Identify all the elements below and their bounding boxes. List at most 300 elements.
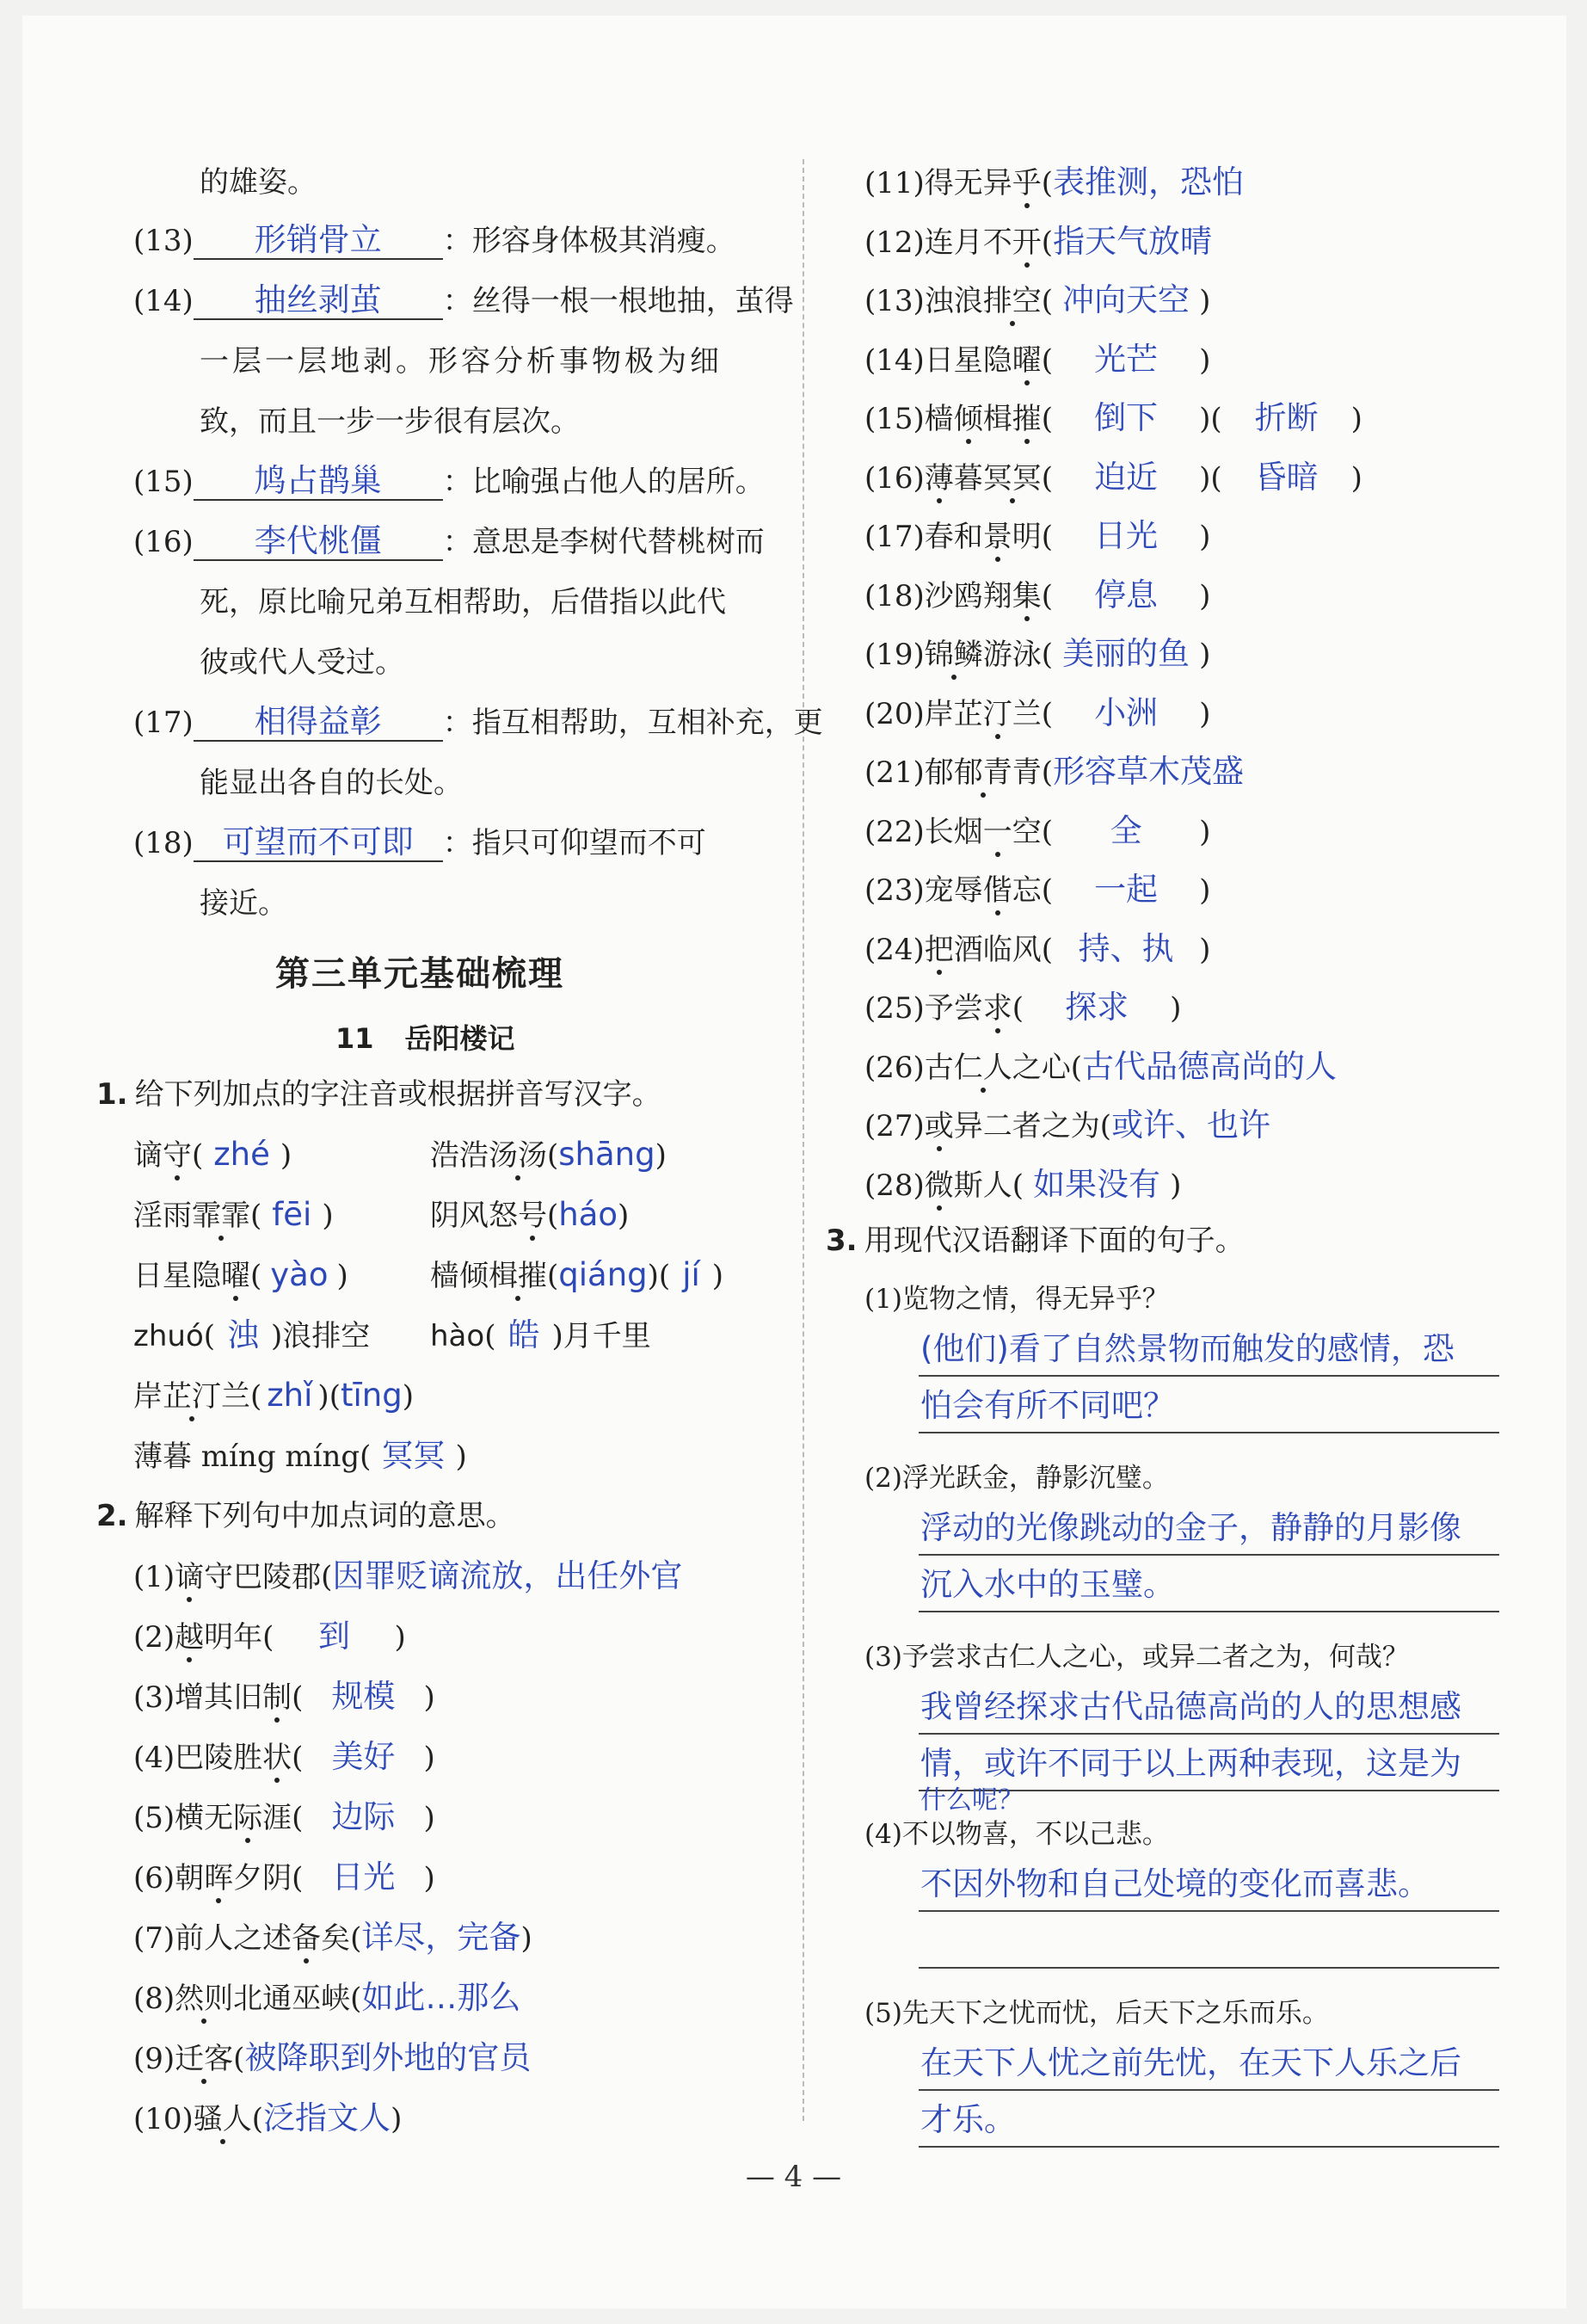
paren: ) <box>317 1379 329 1414</box>
word-text: 浪排空 <box>282 1319 371 1353</box>
paren: ( <box>262 1620 274 1655</box>
item-number: (14) <box>864 342 925 378</box>
hanzi-item <box>133 1437 467 1476</box>
question-3 <box>826 1222 1245 1260</box>
translation-answer: 什么呢？ <box>920 1785 1024 1815</box>
item-number: (4) <box>133 1741 175 1775</box>
definition-cont: 彼或代人受过。 <box>200 645 404 680</box>
question-text: 解释下列句中加点词的意思。 <box>134 1499 515 1533</box>
dotted-char: 求 <box>982 991 1012 1026</box>
lesson-title <box>335 1017 515 1057</box>
translation-prompt: (1)览物之情，得无异乎？ <box>864 1284 1169 1315</box>
word-text: 岸 <box>133 1379 163 1414</box>
paren: ( <box>1210 402 1222 436</box>
idiom-item-15 <box>133 463 765 501</box>
paren: ( <box>292 1801 304 1835</box>
answer: háo <box>558 1196 618 1233</box>
answer: 迫近 <box>1094 458 1159 496</box>
unit-title: 第三单元基础梳理 <box>275 954 564 994</box>
dotted-char: 汀 <box>982 696 1012 731</box>
answer-line <box>919 1967 1499 1969</box>
answer: 昏暗 <box>1254 458 1319 496</box>
idiom-item-18 <box>133 824 706 862</box>
word-text: 浩浩 <box>430 1138 489 1173</box>
explain-item <box>864 517 1210 556</box>
answer-blank: 可望而不可即 <box>194 824 443 862</box>
paren: ( <box>203 1319 216 1353</box>
answer: 冲向天空 <box>1062 281 1190 318</box>
answer: zhǐ <box>267 1377 313 1414</box>
paren: ( <box>1041 520 1054 554</box>
item-number: (13) <box>133 224 194 258</box>
explain-item <box>864 223 1212 262</box>
paren: ( <box>1041 755 1054 790</box>
answer: 皓 <box>507 1316 540 1353</box>
answer-line <box>919 1611 1499 1612</box>
answer: 因罪贬谪流放，出任外官 <box>332 1557 683 1594</box>
answer: 边际 <box>331 1798 396 1835</box>
paren: ( <box>1070 1050 1083 1085</box>
question-text: 给下列加点的字注音或根据拼音写汉字。 <box>134 1077 661 1112</box>
paren: ) <box>1170 1168 1182 1203</box>
answer-blank: 李代桃僵 <box>194 523 443 561</box>
answer: shāng <box>558 1136 655 1173</box>
pinyin-text: hào <box>430 1319 485 1353</box>
dotted-char: 汤汤 <box>489 1138 547 1173</box>
explain-item <box>133 2039 531 2078</box>
answer-blank: 鸠占鹊巢 <box>194 463 443 501</box>
dotted-char: 仁人 <box>953 1050 1012 1085</box>
continued-line: 的雄姿。 <box>200 165 317 200</box>
paren: ) <box>423 1861 435 1896</box>
answer: 小洲 <box>1094 694 1159 731</box>
definition-cont: 能显出各自的长处。 <box>200 766 463 800</box>
definition: ：指互相帮助，互相补充，更 <box>442 706 823 740</box>
word-text: 异二者之为 <box>953 1109 1100 1144</box>
dotted-char: 偕 <box>982 873 1012 908</box>
answer: 停息 <box>1094 576 1159 613</box>
definition: ：丝得一根一根地抽，茧得 <box>442 284 794 318</box>
paren: ) <box>1199 342 1211 378</box>
dotted-char: 开 <box>1012 225 1042 260</box>
word-text: 斯人 <box>953 1168 1012 1203</box>
translation-answer: 浮动的光像跳动的金子，静静的月影像 <box>920 1509 1461 1546</box>
dotted-char: 号 <box>518 1199 547 1233</box>
answer: 冥冥 <box>381 1437 446 1474</box>
item-number: (10) <box>133 2102 194 2136</box>
answer: 指天气放晴 <box>1053 222 1213 260</box>
dotted-char: 状 <box>262 1741 292 1775</box>
item-number: (9) <box>133 2042 175 2076</box>
answer: qiáng <box>558 1256 648 1293</box>
word-text: 浊浪 <box>924 284 983 318</box>
word-text: 横无 <box>175 1801 234 1835</box>
explain-item <box>864 635 1210 674</box>
paren: ( <box>233 2042 245 2076</box>
translation-answer: (他们)看了自然景物而触发的感情，恐 <box>920 1330 1455 1367</box>
answer: 美丽的鱼 <box>1062 635 1190 672</box>
word-text: 长烟 <box>924 814 983 849</box>
paren: ( <box>1041 460 1054 496</box>
definition: ：意思是李树代替桃树而 <box>442 525 765 559</box>
answer-line <box>919 1432 1499 1433</box>
paren: ( <box>1041 342 1054 378</box>
word-text: 岸芷 <box>924 696 983 731</box>
translation-prompt: (2)浮光跃金，静影沉璧。 <box>864 1463 1169 1494</box>
paren: ) <box>1199 520 1211 554</box>
item-number: (20) <box>864 696 925 731</box>
paren: ) <box>423 1680 435 1715</box>
dotted-char: 制 <box>262 1680 292 1715</box>
definition: ：形容身体极其消瘦。 <box>442 224 735 258</box>
word-text: 兰 <box>221 1379 250 1414</box>
paren: ( <box>292 1741 304 1775</box>
answer: 古代品德高尚的人 <box>1082 1047 1338 1085</box>
paren: ) <box>655 1138 667 1173</box>
word-text: 薄暮 míng míng <box>133 1439 360 1474</box>
item-number: (8) <box>133 1982 175 2016</box>
hanzi-item <box>133 1316 370 1355</box>
dotted-char: 排空 <box>982 284 1042 318</box>
dotted-char: 楫摧 <box>489 1259 547 1293</box>
paren: ( <box>1041 402 1054 436</box>
word-text: 淫雨 <box>133 1199 192 1233</box>
definition-cont: 接近。 <box>200 886 287 921</box>
word-text: 之心 <box>1012 1050 1071 1085</box>
paren: ) <box>551 1319 563 1353</box>
answer: 到 <box>317 1618 350 1655</box>
item-number: (27) <box>864 1109 925 1144</box>
dotted-char: 守 <box>163 1138 192 1173</box>
paren: ( <box>1041 638 1054 672</box>
answer: 持、执 <box>1078 929 1174 967</box>
page-number: — 4 — <box>745 2160 842 2194</box>
answer: 如此…那么 <box>361 1979 521 2016</box>
word-text: 明 <box>1012 520 1042 554</box>
dotted-char: 倾 <box>953 402 983 436</box>
item-number: (12) <box>864 225 925 260</box>
paren: ) <box>647 1259 659 1293</box>
paren: ) <box>394 1620 406 1655</box>
explain-item <box>864 1166 1181 1205</box>
column-divider <box>803 159 804 2121</box>
paren: ( <box>484 1319 496 1353</box>
explain-item <box>864 576 1210 615</box>
paren: ) <box>391 2102 403 2136</box>
translation-answer: 怕会有所不同吧？ <box>920 1387 1175 1424</box>
word-text: 矣 <box>321 1921 351 1956</box>
explain-item <box>864 812 1210 851</box>
translation-prompt: (5)先天下之忧而忧，后天下之乐而乐。 <box>864 1998 1329 2029</box>
answer-line <box>919 2089 1499 2091</box>
dotted-char: 郁郁青青 <box>924 755 1042 790</box>
answer: 一起 <box>1094 871 1159 908</box>
dotted-char: 备 <box>292 1921 322 1956</box>
word-text: 樯倾 <box>430 1259 489 1293</box>
word-text: 空 <box>1012 814 1042 849</box>
lesson-number: 11 <box>335 1022 374 1055</box>
hanzi-item <box>430 1316 651 1355</box>
item-number: (15) <box>864 402 925 436</box>
idiom-item-14 <box>133 282 794 320</box>
dotted-char: 芷汀 <box>163 1379 221 1414</box>
answer: 探求 <box>1065 989 1129 1026</box>
paren: ( <box>1012 1168 1024 1203</box>
translation-answer: 才乐。 <box>920 2101 1016 2138</box>
dotted-char: 锦鳞 <box>924 638 983 672</box>
explain-item <box>133 1859 435 1897</box>
word-text: 北通巫峡 <box>233 1982 351 2016</box>
paren: ( <box>292 1680 304 1715</box>
paren: ) <box>271 1319 283 1353</box>
answer: 如果没有 <box>1033 1165 1161 1203</box>
paren: ) <box>1199 284 1211 318</box>
explain-item <box>133 1618 406 1656</box>
explain-item <box>133 1798 435 1837</box>
dotted-char: 冥冥 <box>982 460 1042 496</box>
question-number: 2. <box>96 1499 128 1533</box>
item-number: (17) <box>133 706 194 740</box>
item-number: (16) <box>133 525 194 559</box>
answer: zhé <box>213 1136 270 1173</box>
explain-item <box>864 459 1362 497</box>
word-text: 前人之述 <box>175 1921 292 1956</box>
paren: ( <box>547 1138 559 1173</box>
word-text: 阴风怒 <box>430 1199 518 1233</box>
paren: ( <box>547 1259 559 1293</box>
definition: ：指只可仰望而不可 <box>442 826 706 860</box>
paren: ) <box>1199 460 1211 496</box>
paren: ) <box>423 1741 435 1775</box>
item-number: (19) <box>864 638 925 672</box>
definition-cont: 死，原比喻兄弟互相帮助，后借指以此代 <box>200 585 726 620</box>
item-number: (2) <box>133 1620 175 1655</box>
paren: ( <box>350 1921 362 1956</box>
pinyin-item <box>430 1196 629 1235</box>
paren: ) <box>402 1379 414 1414</box>
pinyin-item <box>430 1256 723 1295</box>
paren: ( <box>1041 873 1054 908</box>
paren: ) <box>618 1199 630 1233</box>
answer: 日光 <box>1094 517 1159 554</box>
item-number: (5) <box>133 1801 175 1835</box>
dotted-char: 把 <box>924 932 954 967</box>
answer: 光芒 <box>1094 340 1159 378</box>
paren: ) <box>1199 696 1211 731</box>
paren: ( <box>321 1560 333 1594</box>
dotted-char: 曜 <box>1012 342 1042 378</box>
explain-item <box>864 930 1210 969</box>
word-text: 古 <box>924 1050 954 1085</box>
paren: ( <box>250 1199 262 1233</box>
explain-item <box>864 281 1210 320</box>
answer: 详尽，完备 <box>361 1919 521 1956</box>
answer: 规模 <box>331 1678 396 1715</box>
explain-item <box>864 989 1181 1027</box>
paren: ) <box>423 1801 435 1835</box>
pinyin-item <box>430 1136 667 1174</box>
item-number: (16) <box>864 460 925 496</box>
answer: 倒下 <box>1094 399 1159 436</box>
paren: ) <box>1199 932 1211 967</box>
translation-prompt: (4)不以物喜，不以己悲。 <box>864 1819 1169 1850</box>
idiom-item-17 <box>133 704 823 742</box>
dotted-char: 薄 <box>924 460 954 496</box>
question-1 <box>96 1076 661 1113</box>
paren: ( <box>1041 578 1054 613</box>
answer-line <box>919 1733 1499 1735</box>
paren: ( <box>1041 814 1054 849</box>
answer: 或许、也许 <box>1111 1107 1271 1144</box>
question-text: 用现代汉语翻译下面的句子。 <box>864 1224 1245 1258</box>
idiom-item-13 <box>133 222 735 260</box>
paren: ) <box>1170 991 1182 1026</box>
dotted-char: 或 <box>924 1109 954 1144</box>
paren: ( <box>292 1861 304 1896</box>
definition-cont: 一层一层地剥。形容分析事物极为细 <box>200 344 723 379</box>
word-text: 涯 <box>262 1801 292 1835</box>
answer-line <box>919 2146 1499 2148</box>
question-number: 1. <box>96 1077 128 1112</box>
answer: 日光 <box>331 1859 396 1896</box>
item-number: (14) <box>133 284 194 318</box>
explain-item <box>133 1738 435 1777</box>
pinyin-item <box>133 1136 292 1174</box>
word-text: 宠辱 <box>924 873 983 908</box>
explain-item <box>864 341 1210 379</box>
item-number: (26) <box>864 1050 925 1085</box>
explain-item <box>864 1048 1337 1087</box>
paren: ) <box>322 1199 334 1233</box>
item-number: (13) <box>864 284 925 318</box>
explain-item <box>864 871 1210 909</box>
paren: ) <box>1199 578 1211 613</box>
answer: 全 <box>1110 811 1142 849</box>
word-text: 暮 <box>953 460 983 496</box>
question-2 <box>96 1497 515 1535</box>
word-text: 日星隐 <box>924 342 1012 378</box>
question-number: 3. <box>826 1224 858 1258</box>
explain-item <box>133 2099 402 2138</box>
paren: ) <box>280 1138 292 1173</box>
paren: ( <box>250 1259 262 1293</box>
paren: ( <box>1210 460 1222 496</box>
explain-item <box>864 163 1244 202</box>
dotted-char: 谪 <box>175 1560 205 1594</box>
paren: ) <box>711 1259 724 1293</box>
dotted-char: 骚人 <box>193 2102 252 2136</box>
word-text: 得无异 <box>924 166 1012 200</box>
answer: yào <box>270 1256 329 1293</box>
word-text: 兰 <box>1012 696 1042 731</box>
word-text: 樯 <box>924 402 954 436</box>
paren: ) <box>336 1259 348 1293</box>
paren: ) <box>1350 402 1362 436</box>
explain-item <box>133 1557 682 1596</box>
item-number: (18) <box>133 826 194 860</box>
translation-answer: 不因外物和自己处境的变化而喜悲。 <box>920 1865 1430 1902</box>
word-text: 游泳 <box>982 638 1042 672</box>
paren: ) <box>1199 638 1211 672</box>
answer: 泛指文人 <box>263 2099 391 2136</box>
translation-answer: 沉入水中的玉璧。 <box>920 1566 1175 1603</box>
answer-line <box>919 1554 1499 1556</box>
paren: ( <box>547 1199 559 1233</box>
paren: ( <box>1041 932 1054 967</box>
dotted-char: 曜 <box>221 1259 250 1293</box>
dotted-char: 乎 <box>1012 166 1042 200</box>
explain-item <box>864 694 1210 733</box>
translation-prompt: (3)予尝求古仁人之心，或异二者之为，何哉？ <box>864 1642 1409 1673</box>
word-text: 日星隐 <box>133 1259 221 1293</box>
dotted-char: 际 <box>233 1801 263 1835</box>
translation-answer: 我曾经探求古代品德高尚的人的思想感 <box>920 1688 1461 1725</box>
dotted-char: 摧 <box>1012 402 1042 436</box>
dotted-char: 景 <box>982 520 1012 554</box>
translation-answer: 在天下人忧之前先忧，在天下人乐之后 <box>920 2044 1461 2081</box>
paren: ( <box>1041 696 1054 731</box>
paren: ( <box>1041 225 1054 260</box>
paren: ( <box>192 1138 204 1173</box>
answer: fēi <box>272 1196 312 1233</box>
paren: ( <box>1012 991 1024 1026</box>
idiom-item-16 <box>133 523 765 561</box>
dotted-char: 迁客 <box>175 2042 234 2076</box>
answer: jí <box>682 1256 700 1293</box>
paren: ) <box>520 1921 532 1956</box>
paren: ) <box>1199 873 1211 908</box>
word-text: 酒临风 <box>953 932 1042 967</box>
pinyin-item <box>133 1377 414 1415</box>
word-text: 楫 <box>982 402 1012 436</box>
item-number: (21) <box>864 755 925 790</box>
paren: ( <box>350 1982 362 2016</box>
definition: ：比喻强占他人的居所。 <box>442 465 765 499</box>
word-text: 予尝 <box>924 991 983 1026</box>
answer: 美好 <box>331 1738 396 1775</box>
dotted-char: 晖 <box>204 1861 234 1896</box>
item-number: (7) <box>133 1921 175 1956</box>
paren: ( <box>250 1379 262 1414</box>
explain-item <box>133 1919 532 1957</box>
item-number: (15) <box>133 465 194 499</box>
word-text: 连月不 <box>924 225 1012 260</box>
item-number: (6) <box>133 1861 175 1896</box>
pinyin-item <box>133 1256 348 1295</box>
explain-item <box>864 753 1244 792</box>
paren: ( <box>658 1259 671 1293</box>
item-number: (3) <box>133 1680 175 1715</box>
answer-line <box>919 1375 1499 1377</box>
paren: ( <box>251 2102 264 2136</box>
answer: 被降职到外地的官员 <box>244 2039 532 2076</box>
paren: ( <box>1041 284 1054 318</box>
word-text: 朝 <box>175 1861 205 1896</box>
word-text: 谪 <box>133 1138 163 1173</box>
answer: tīng <box>340 1377 403 1414</box>
dotted-char: 微 <box>924 1168 954 1203</box>
item-number: (28) <box>864 1168 925 1203</box>
item-number: (25) <box>864 991 925 1026</box>
word-text: 守巴陵郡 <box>204 1560 322 1594</box>
answer-blank: 相得益彰 <box>194 704 443 742</box>
answer: 表推测，恐怕 <box>1053 163 1245 200</box>
definition-cont: 致，而且一步一步很有层次。 <box>200 404 580 439</box>
pinyin-text: zhuó <box>133 1319 204 1353</box>
word-text: 明年 <box>204 1620 263 1655</box>
answer-line <box>919 1910 1499 1912</box>
item-number: (1) <box>133 1560 175 1594</box>
